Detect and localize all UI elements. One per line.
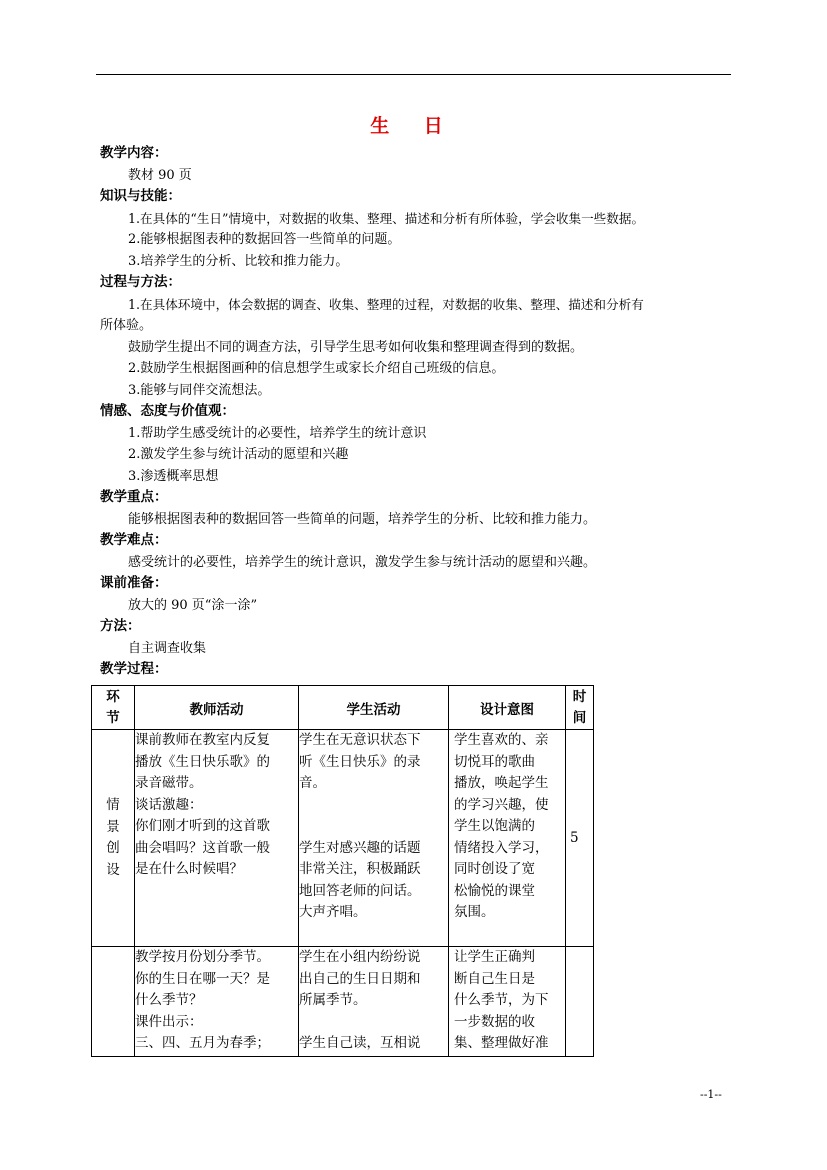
document-title: 生 日: [370, 115, 457, 137]
header-stage: [92, 686, 135, 730]
cell-line: 一步数据的收: [454, 1013, 535, 1030]
paragraph-line: 感受统计的必要性，培养学生的统计意识，激发学生参与统计活动的愿望和兴趣。: [128, 554, 597, 570]
section-heading-content: 教学内容：: [100, 145, 168, 161]
section-body-key-points: [100, 509, 730, 531]
paragraph-line: 能够根据图表种的数据回答一些简单的问题，培养学生的分析、比较和推力能力。: [128, 511, 597, 527]
section-body-emotion: [100, 423, 730, 488]
paragraph-line: 2.能够根据图表种的数据回答一些简单的问题。: [128, 232, 401, 247]
paragraph-line: 3.培养学生的分析、比较和推力能力。: [128, 253, 349, 269]
cell-spacer: [299, 1012, 448, 1034]
cell-line: 你们刚才听到的这首歌: [135, 818, 270, 834]
paragraph-line: 2.鼓励学生根据图画种的信息想学生或家长介绍自己班级的信息。: [128, 361, 505, 376]
cell-line: 学生在无意识状态下: [299, 732, 421, 748]
cell-line: 你的生日在哪一天？是: [135, 970, 270, 987]
header-rule: [96, 74, 731, 75]
cell-line: 播放，唤起学生: [454, 775, 549, 791]
paragraph-line: 3.能够与同伴交流想法。: [128, 382, 271, 398]
cell-line: 所属季节。: [299, 992, 367, 1008]
section-heading-process: 过程与方法：: [100, 274, 181, 290]
header-student-activity: 学生活动: [299, 686, 449, 730]
header-teacher-activity: 教师活动: [135, 686, 299, 730]
cell-line: 什么季节，为下: [454, 992, 549, 1008]
header-text: 节: [106, 709, 120, 726]
section-heading-teaching-process: 教学过程：: [100, 661, 168, 677]
cell-line: 同时创设了宽: [454, 861, 535, 877]
paragraph-line: 3.渗透概率思想: [128, 468, 219, 484]
cell-line: 录音磁带。: [135, 775, 203, 791]
section-heading-difficulties: 教学难点：: [100, 532, 168, 548]
cell-line: 情绪投入学习，: [454, 839, 549, 856]
cell-line: 是在什么时候唱？: [135, 861, 243, 877]
cell-line: 听《生日快乐》的录: [299, 753, 421, 770]
cell-line: 集、整理做好准: [454, 1035, 549, 1051]
header-text: 时: [572, 688, 587, 705]
paragraph-line: 放大的 90 页“涂一涂”: [128, 597, 258, 613]
section-heading-key-points: 教学重点：: [100, 489, 168, 505]
table-row: [92, 730, 594, 947]
page-number: --1--: [700, 1088, 722, 1101]
cell-line: 曲会唱吗？这首歌一般: [135, 839, 270, 856]
stage-char: 创: [106, 840, 120, 856]
paragraph-line: 所体验。: [100, 318, 153, 333]
student-activity-cell: [299, 947, 449, 1057]
header-design-intent: 设计意图: [449, 686, 566, 730]
cell-line: 谈话激趣：: [135, 796, 203, 813]
cell-line: 三、四、五月为春季；: [135, 1035, 270, 1051]
cell-line: 让学生正确判: [454, 949, 535, 965]
section-body-content: [100, 165, 730, 187]
design-intent-cell: [449, 730, 566, 947]
section-heading-emotion: 情感、态度与价值观：: [100, 403, 235, 419]
section-body-skills: [100, 208, 730, 273]
table-row: [92, 947, 594, 1057]
header-text: 间: [572, 709, 587, 726]
cell-line: 音。: [299, 775, 326, 791]
cell-line: 学生对感兴趣的话题: [299, 839, 421, 856]
stage-cell: [92, 730, 135, 947]
cell-line: 氛围。: [454, 904, 495, 920]
cell-line: 教学按月份划分季节。: [135, 949, 270, 965]
cell-line: 学生自己读，互相说: [299, 1035, 421, 1051]
paragraph-line: 鼓励学生提出不同的调查方法，引导学生思考如何收集和整理调查得到的数据。: [128, 339, 584, 355]
cell-line: 断自己生日是: [454, 970, 535, 987]
section-body-method: [100, 638, 730, 660]
cell-line: 大声齐唱。: [299, 904, 367, 920]
teacher-activity-cell: [135, 947, 299, 1057]
time-cell: 5: [566, 730, 594, 947]
cell-line: 出自己的生日日期和: [299, 970, 421, 987]
section-heading-preparation: 课前准备：: [100, 575, 168, 591]
cell-line: 学生在小组内纷纷说: [299, 949, 421, 965]
stage-char: 设: [106, 861, 120, 878]
paragraph-line: 教材 90 页: [128, 167, 192, 183]
student-activity-cell: [299, 730, 449, 947]
cell-line: 播放《生日快乐歌》的: [135, 753, 270, 770]
cell-line: 什么季节？: [135, 992, 203, 1008]
cell-line: 切悦耳的歌曲: [454, 753, 535, 770]
time-cell: [566, 947, 594, 1057]
cell-line: 非常关注，积极踊跃: [299, 861, 421, 877]
paragraph-line: 1.在具体的“生日”情境中，对数据的收集、整理、描述和分析有所体验，学会收集一些数据。: [128, 210, 645, 226]
stage-char: 景: [106, 818, 120, 835]
stage-char: 情: [106, 797, 120, 813]
design-intent-cell: [449, 947, 566, 1057]
cell-line: 的学习兴趣，使: [454, 796, 549, 813]
header-time: [566, 686, 594, 730]
header-text: 环: [106, 688, 120, 705]
section-body-process: [100, 294, 730, 402]
teaching-process-table: [91, 685, 594, 1057]
section-heading-method: 方法：: [100, 618, 141, 634]
lesson-plan-body: [100, 143, 730, 681]
section-body-preparation: [100, 595, 730, 617]
cell-line: 学生以饱满的: [454, 818, 535, 834]
stage-cell: [92, 947, 135, 1057]
cell-line: 学生喜欢的、亲: [454, 732, 549, 748]
paragraph-line: 1.帮助学生感受统计的必要性，培养学生的统计意识: [128, 425, 427, 441]
section-body-difficulties: [100, 552, 730, 574]
cell-line: 松愉悦的课堂: [454, 882, 535, 899]
teacher-activity-cell: [135, 730, 299, 947]
section-heading-skills: 知识与技能：: [100, 188, 181, 204]
paragraph-line: 2.激发学生参与统计活动的愿望和兴趣: [128, 447, 349, 462]
paragraph-line: 1.在具体环境中，体会数据的调查、收集、整理的过程，对数据的收集、整理、描述和分析有: [128, 296, 644, 312]
paragraph-line: 自主调查收集: [128, 640, 207, 656]
cell-line: 课件出示：: [135, 1013, 203, 1030]
cell-line: 课前教师在教室内反复: [135, 732, 270, 748]
table-header-row: [92, 686, 594, 730]
cell-spacer: [299, 795, 448, 838]
cell-line: 地回答老师的问话。: [299, 882, 421, 899]
